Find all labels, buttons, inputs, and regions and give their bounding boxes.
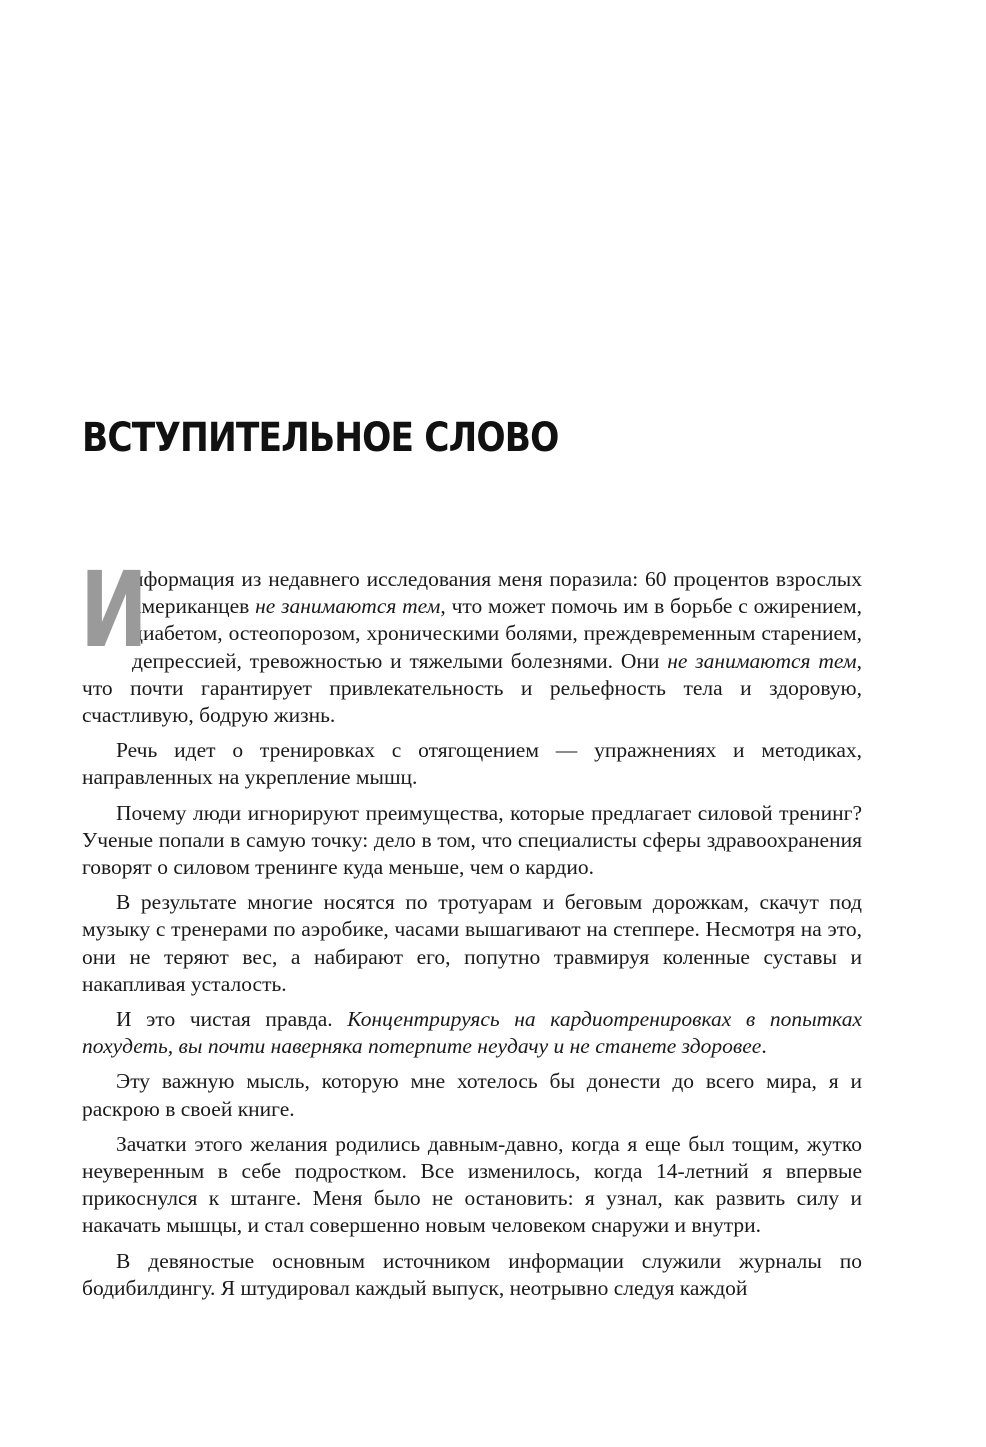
- paragraph-1: [80, 549, 862, 729]
- paragraph-4: В результате многие носятся по тротуарам и беговым дорожкам, скачут под музыку с тренерами по аэробике, часами вышагивают на степпере. Несмотря на это, они не теряют вес, а набирают его, попутно травмируя коленные суставы и накапливая усталость.: [82, 890, 862, 996]
- paragraph-1-emphasis-1: не занимаются тем: [255, 594, 441, 619]
- body-text: [80, 549, 862, 1310]
- paragraph-7: Зачатки этого желания родились давным-давно, когда я еще был тощим, жутко неуверенным в себе подростком. Все изменилось, когда 14-летний я впервые прикоснулся к штанге. Меня было не остановить: я узнал, как развить силу и накачать мышцы, и стал совершенно новым человеком снаружи и внутри.: [82, 1131, 862, 1238]
- paragraph-5-text-1: И это чистая правда.: [116, 1007, 348, 1032]
- paragraph-8: В девяностые основным источником информации служили журналы по бодибилдингу. Я штудировал каждый выпуск, неотрывно следуя каждой: [82, 1248, 862, 1300]
- paragraph-6: Эту важную мысль, которую мне хотелось бы донести до всего мира, я и раскрою в своей книге.: [82, 1069, 862, 1121]
- paragraph-1-emphasis-2: не занимаются тем: [667, 648, 857, 673]
- paragraph-1-text-3: , что почти гарантирует привлекательность и рельефность тела и здоровую, счастливую, бодрую жизнь.: [82, 648, 862, 728]
- paragraph-1-text-1: нформация из недавнего исследования меня поразила: 60 процентов взрослых американцев: [132, 567, 862, 619]
- paragraph-3: Почему люди игнорируют преимущества, которые предлагает силовой тренинг? Ученые попали в самую точку: дело в том, что специалисты сферы здравоохранения говорят о силовом тренинге куда меньше, чем о кардио.: [82, 800, 862, 880]
- paragraph-5-text-2: .: [761, 1034, 767, 1059]
- paragraph-5: [82, 1006, 862, 1060]
- chapter-title: ВСТУПИТЕЛЬНОЕ СЛОВО: [82, 415, 559, 461]
- paragraph-2: Речь идет о тренировках с отягощением — упражнениях и методиках, направленных на укрепление мышц.: [82, 738, 862, 790]
- paragraph-1-text-2: , что может помочь им в борьбе с ожирением, диабетом, остеопорозом, хроническими болями, преждевременным старением, депрессией, тревожностью и тяжелыми болезнями. Они: [132, 594, 862, 673]
- drop-cap: И: [80, 549, 148, 671]
- paragraph-5-emphasis: Концентрируясь на кардиотренировках в попытках похудеть, вы почти наверняка потерпите неудачу и не станете здоровее: [82, 1007, 862, 1059]
